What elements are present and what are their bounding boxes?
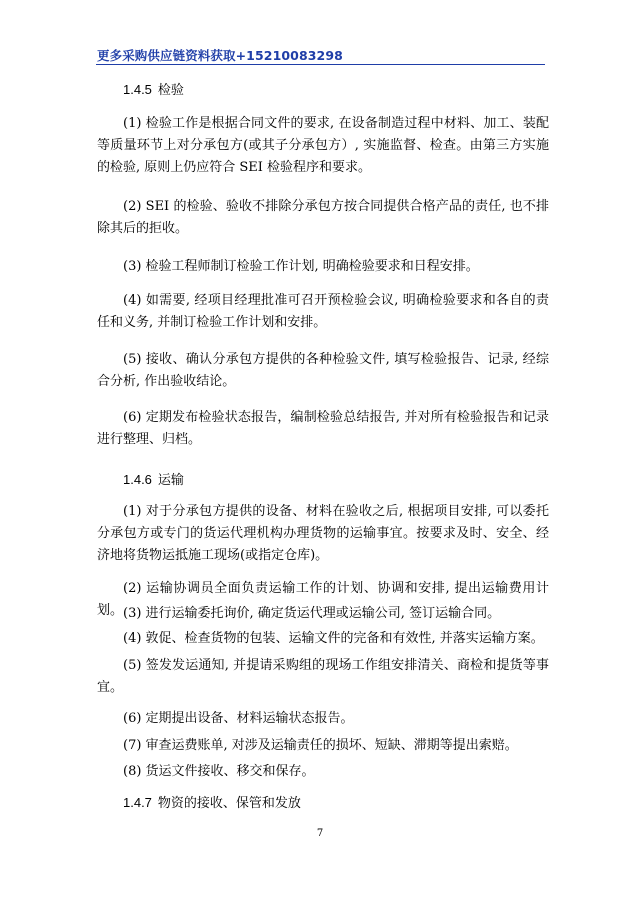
paragraph-inspection-5: (5) 接收、确认分承包方提供的各种检验文件, 填写检验报告、记录, 经综合分析, 作出验收结论。 <box>97 352 549 389</box>
section-title: 物资的接收、保管和发放 <box>157 796 301 811</box>
section-number: 1.4.5 <box>123 82 152 97</box>
section-heading-1-4-7 <box>123 792 301 815</box>
paragraph-transport-3: (3) 进行运输委托询价, 确定货运代理或运输公司, 签订运输合同。 <box>123 606 501 621</box>
paragraph-inspection-1: (1) 检验工作是根据合同文件的要求, 在设备制造过程中材料、加工、装配等质量环节上对分承包方(或其子分承包方）, 实施监督、检查。由第三方实施的检验, 原则上仍应符合 SEI 检验程序和要求。 <box>97 116 549 175</box>
paragraph-inspection-2: (2) SEI 的检验、验收不排除分承包方按合同提供合格产品的责任, 也不排除其后的拒收。 <box>97 199 549 236</box>
paragraph-inspection-6: (6) 定期发布检验状态报告，编制检验总结报告, 并对所有检验报告和记录进行整理、归档。 <box>97 410 549 447</box>
header-divider <box>96 64 545 65</box>
paragraph-transport-1: (1) 对于分承包方提供的设备、材料在验收之后, 根据项目安排, 可以委托分承包方或专门的货运代理机构办理货物的运输事宜。按要求及时、安全、经济地将货物运抵施工现场(或指定仓库)。 <box>97 504 549 563</box>
paragraph-transport-8: (8) 货运文件接收、移交和保存。 <box>123 764 315 779</box>
page-number: 7 <box>316 828 324 839</box>
section-heading-1-4-5 <box>123 79 184 102</box>
header-contact-banner: 更多采购供应链资料获取+15210083298 <box>97 48 343 63</box>
section-heading-1-4-6 <box>123 469 184 492</box>
section-title: 检验 <box>157 83 184 98</box>
paragraph-transport-2: (2) 运输协调员全面负责运输工作的计划、协调和安排, 提出运输费用计划。 <box>97 581 549 618</box>
section-title: 运输 <box>157 473 184 488</box>
paragraph-transport-5: (5) 签发发运通知, 并提请采购组的现场工作组安排清关、商检和提货等事宜。 <box>97 658 549 695</box>
section-number: 1.4.7 <box>123 795 152 810</box>
paragraph-inspection-3: (3) 检验工程师制订检验工作计划, 明确检验要求和日程安排。 <box>123 259 479 274</box>
paragraph-transport-6: (6) 定期提出设备、材料运输状态报告。 <box>123 711 354 726</box>
section-number: 1.4.6 <box>123 472 152 487</box>
paragraph-transport-7: (7) 审查运费账单, 对涉及运输责任的损坏、短缺、滞期等提出索赔。 <box>123 738 518 753</box>
paragraph-transport-4: (4) 敦促、检查货物的包装、运输文件的完备和有效性, 并落实运输方案。 <box>123 631 544 646</box>
paragraph-inspection-4: (4) 如需要, 经项目经理批准可召开预检验会议, 明确检验要求和各自的责任和义务, 并制订检验工作计划和安排。 <box>97 293 549 330</box>
